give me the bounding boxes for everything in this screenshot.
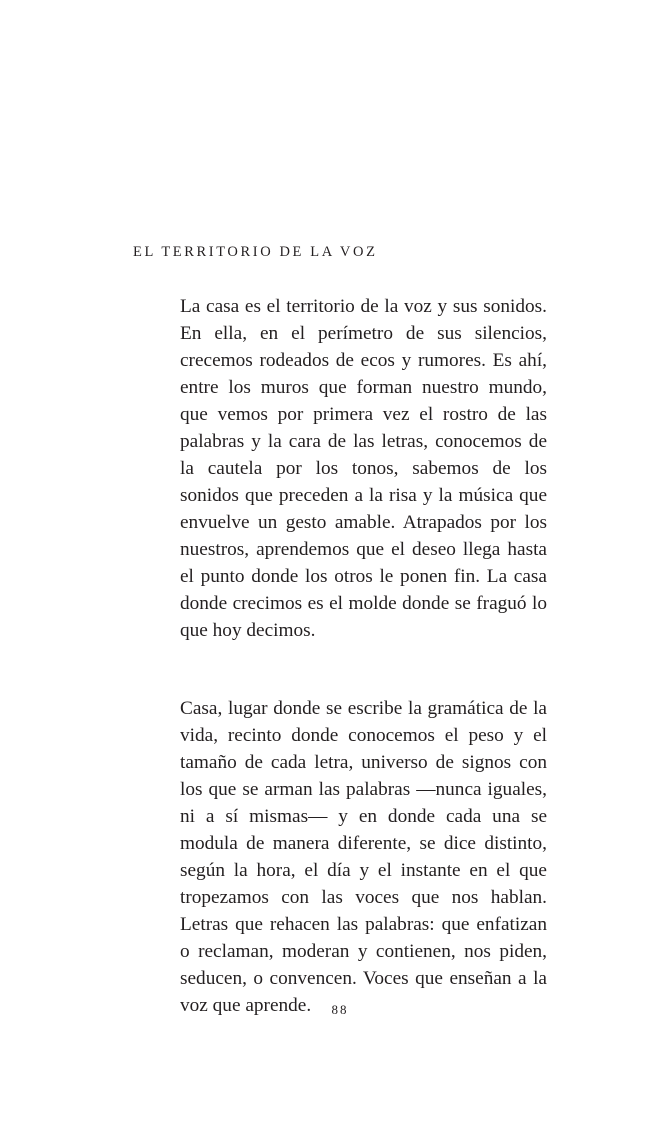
page-number: 88 (331, 1002, 349, 1017)
paragraph-2: Casa, lugar donde se escribe la gramática de la vida, recinto donde conocemos el peso y el tamaño de cada letra, universo de signos con los que se arman las palabras —nunca iguales, ni a sí mismas— y en donde cada una se modula de manera diferente, se dice distinto, según la hora, el día y el instante en el que tropezamos con las voces que nos hablan. Letras que rehacen las palabras: que enfatizan o reclaman, moderan y contienen, nos piden, seducen, o convencen. Voces que enseñan a la voz que aprende. (180, 698, 547, 1016)
running-head: EL TERRITORIO DE LA VOZ (133, 244, 378, 260)
paragraph-1: La casa es el territorio de la voz y sus sonidos. En ella, en el perímetro de sus silencios, crecemos rodeados de ecos y rumores. Es ahí, entre los muros que forman nuestro mundo, que vemos por primera vez el rostro de las palabras y la cara de las letras, conocemos de la cautela por los tonos, sabemos de los sonidos que preceden a la risa y la música que envuelve un gesto amable. Atrapados por los nuestros, aprendemos que el deseo llega hasta el punto donde los otros le ponen fin. La casa donde crecimos es el molde donde se fraguó lo que hoy decimos. (180, 296, 547, 641)
